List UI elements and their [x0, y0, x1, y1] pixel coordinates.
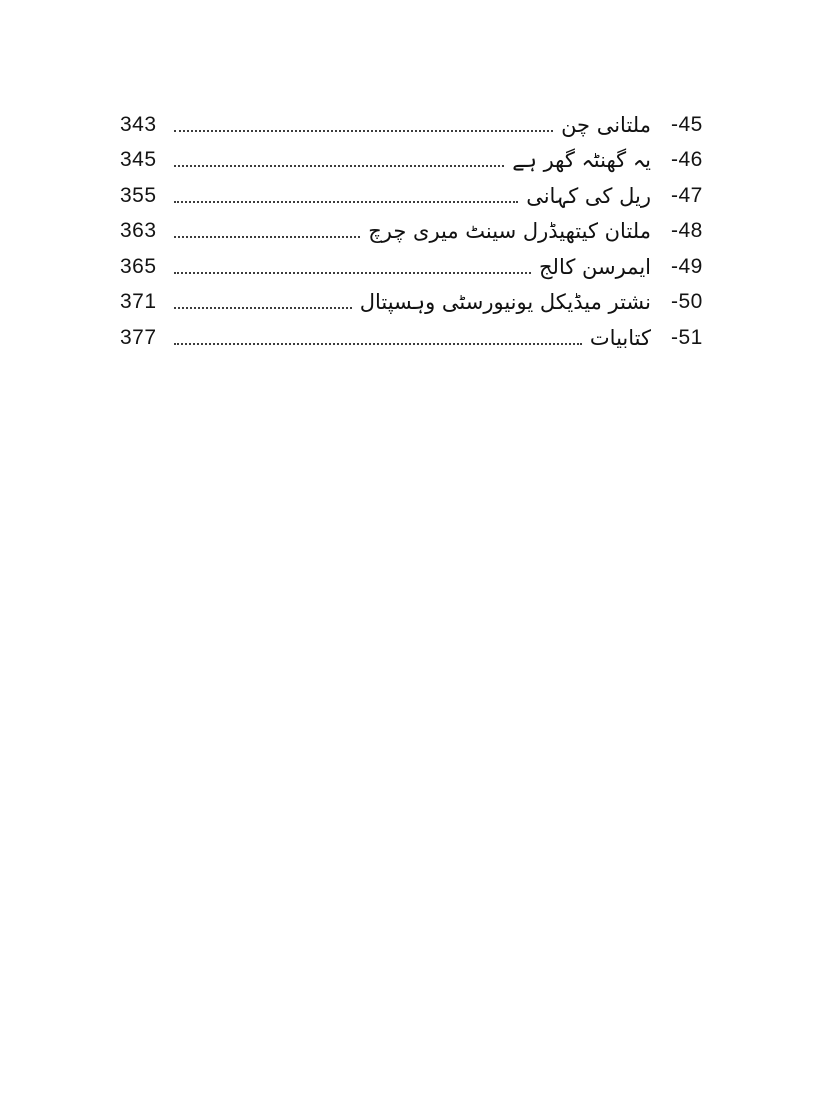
entry-title-urdu: یہ گھنٹہ گھر ہے — [512, 148, 651, 173]
entry-number: -50 — [671, 290, 703, 314]
entry-title-urdu: نشتر میڈیکل یونیورسٹی وہسپتال — [359, 290, 651, 315]
toc-row — [120, 178, 715, 214]
entry-number: -51 — [671, 325, 703, 349]
dotted-leader — [174, 343, 582, 345]
entry-number: -46 — [671, 148, 703, 172]
toc-row — [120, 143, 715, 179]
entry-number: -48 — [671, 219, 703, 243]
entry-number: -45 — [671, 112, 703, 136]
entry-title-urdu: کتابیات — [589, 325, 651, 350]
entry-title-urdu: ایمرسن کالج — [538, 254, 651, 279]
page-number: 363 — [120, 219, 157, 243]
toc-row — [120, 107, 715, 143]
page-number: 343 — [120, 112, 157, 136]
page-number: 377 — [120, 325, 157, 349]
entry-number: -49 — [671, 254, 703, 278]
page-number: 371 — [120, 290, 157, 314]
page-number: 365 — [120, 254, 157, 278]
dotted-leader — [174, 165, 504, 167]
dotted-leader — [174, 201, 518, 203]
dotted-leader — [174, 272, 531, 274]
dotted-leader — [174, 236, 360, 238]
toc-row — [120, 214, 715, 250]
toc-row — [120, 285, 715, 321]
dotted-leader — [174, 130, 553, 132]
page-number: 355 — [120, 183, 157, 207]
entry-title-urdu: ملتان کیتھیڈرل سینٹ میری چرچ — [368, 219, 651, 244]
entry-number: -47 — [671, 183, 703, 207]
toc-row — [120, 249, 715, 285]
entry-title-urdu: ریل کی کہانی — [526, 183, 651, 208]
dotted-leader — [174, 307, 352, 309]
toc-row — [120, 320, 715, 356]
table-of-contents — [120, 107, 715, 356]
entry-title-urdu: ملتانی چن — [561, 112, 651, 137]
page-number: 345 — [120, 148, 157, 172]
